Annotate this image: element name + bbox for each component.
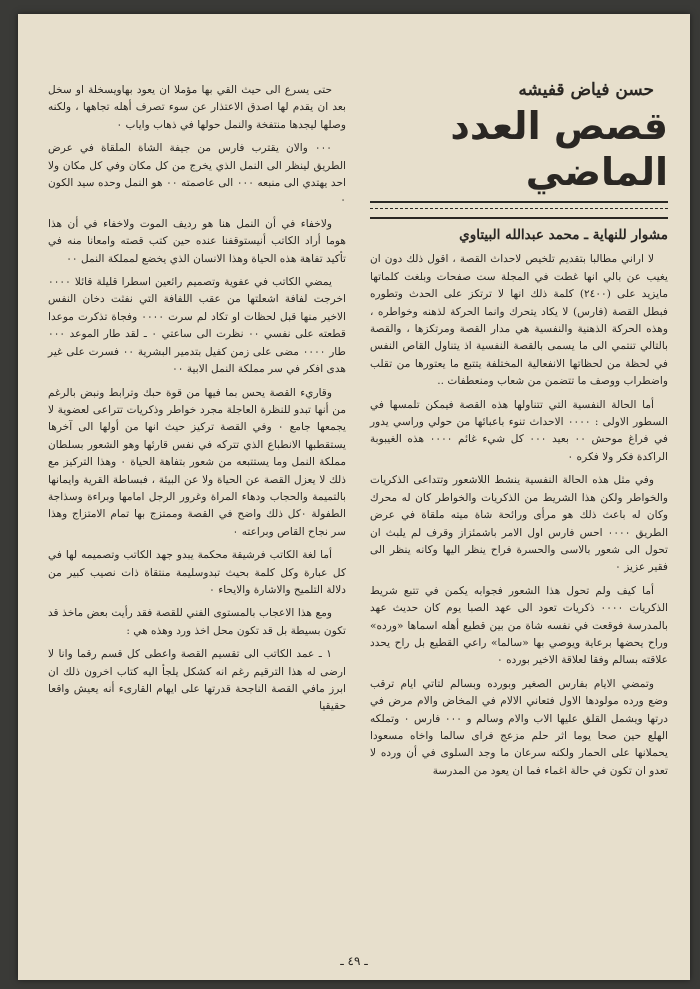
page-number: ـ ٤٩ ـ [340,954,368,968]
paragraph: يمضي الكاتب في عفوية وتصميم رائعين اسطرا قليلة قائلا ٠٠٠٠ اخرجت لفافة اشعلتها من عقب اللفافة التي نفثت دخان النفس الاخير منها قبل لحظات او تكاد لم سرت ٠٠٠٠ وفجاة تذكرت موعدا قطعته على نفسي ٠٠ نظرت الى ساعتي ٠ ـ لقد طار الموعد ٠٠٠ طار ٠٠٠٠ مضى على زمن كفيل بتدمير البشرية ٠٠ فسرت على غير هدى افكر في سر مملكة النمل الابية ٠٠ [48,276,346,376]
paragraph: ٠٠٠ والان يقترب فارس من جيفة الشاة الملقاة في عرض الطريق لينظر الى النمل الذي يخرج من كل مكان وفي كل مكان ولا احد يهتدي الى منبعه ٠٠٠ الى عاصمته ٠٠ هو النمل وحده سيد الكون ٠ [48,142,346,207]
paragraph: ١ ـ عمد الكاتب الى تقسيم القصة واعطى كل قسم رقما وانا لا ارضى له هذا الترقيم رغم انه كشكل يلجأ اليه كتاب اخرون ذلك ان ابرز مافي القصة الناجحة قدرتها على ايهام القارىء أنه يعيش واقعا حقيقيا [48,648,346,713]
paragraph: حتى يسرع الى حيث القي بها مؤملا ان يعود بهاويسخلة او سخل بعد ان يقدم لها اصدق الاعتذار عن سوء تصرف أهله تجاهها ، ولكنه وصلها ليجدها منتفخة والنمل حولها في ذهاب واياب ٠ [48,84,346,131]
ornamental-divider [370,201,668,219]
paragraph: لا اراني مطالبا بتقديم تلخيص لاحداث القصة ، اقول ذلك دون ان يغيب عن بالي انها غطت في المجلة ست صفحات وبلغت كلماتها مايزيد على (٢٤٠٠) كلمة ذلك انها لا ترتكز على الحدث وتطوره فبطل القصة (فارس) لا يكاد يتحرك وانما الحركة لذهنه وخواطره ، وهذه الحركة الذهنية والنفسية هي مدار القصة ومرتكزها ، والقصة بالتالي تنتمي الى ما يسمى بالقصة النفسية اذ يتناول القاص النفس في لحظة من لحظاتها الانفعالية المختلفة يتتبع ما يعتورها من تقلب واضطراب ووصف ما تتضمن من شعاب ومنعطفات .. [370,253,668,388]
paragraph: وتمضي الايام بفارس الصغير وبورده وبسالم لتاتي ايام ترقب وضع ورده مولودها الاول فتعاني الالام في المخاض والام مرض في درتها ويشمل القلق عليها الاب والام وسالم و ٠٠٠ فارس ٠ وتملكه الهلع حين صحا يوما اثر حلم مزعج فراى سالما واخاه مسعودا يحملانها على الحمار ولكنه سرعان ما وجد السلوى في أن ورده لا تعدو ان تكون في حالة اغماء فما ان يعود من المدرسة [370,677,668,777]
article-subtitle: مشوار للنهاية ـ محمد عبدالله البيتاوي [459,227,668,244]
paragraph: أما لغة الكاتب فرشيقة محكمة يبدو جهد الكاتب وتصميمه لها في كل عبارة وكل كلمة بحيث تبدوسليمة منتقاة ذات نصيب كبير من دلالة التلميح والاشارة والايحاء ٠ [48,549,346,596]
paragraph: أما كيف ولم تحول هذا الشعور فجوابه يكمن في تتبع شريط الذكريات ٠٠٠٠ ذكريات تعود الى عهد الصبا يوم كان حديث عهد بالمدرسة فوقعت في نفسه شاة من بين قطيع أهله اسماها «ورده» وراح يحضها برعاية ويوصي بها «سالما» راعي القطيع بل راح يحدد علاقته بسالم وفقا لعلاقة الاخير بورده ٠ [370,584,668,667]
magazine-page [18,14,690,980]
paragraph: وقاريء القصة يحس بما فيها من قوة حبك وترابط ونبض بالرغم من أنها تبدو للنظرة العاجلة مجرد خواطر وذكريات تتراعى لعضوية لا يجمعها جامع ٠ وفي القصة تركيز حيث انها من أولها الى آخرها يستقطبها الانطباع الذي تتركه في نفس قارئها وهو الشعور بسلطان مملكة النمل وما يستتبعه من شعور بتفاهة الحياة ٠ وهذا التركيز مع ذلك لا يعزل القصة عن الحياة ولا عن البيئة ، فبساطة القرية وايمانها بالتميمة والحجاب ودهاء المراة وغرور الرجل امامها وبراءة وسذاجة الطفولة ٠كل ذلك واضح في القصة وممتزج بها تمام الامتزاج وهذا سر نجاح القاص وبراعته ٠ [48,386,346,538]
article-title: قصص العدد الماضي [450,104,668,195]
paragraph: وفي مثل هذه الحالة النفسية ينشط اللاشعور وتتداعى الذكريات والخواطر ولكن هذا الشريط من الذكريات والخواطر كان له محرك وكان له باعث ذلك هو مرأى ورائحة شاة ميته ملقاة في عرض الطريق ٠٠٠٠ احس فارس اول الامر باشمئزاز وقرف لم يلبث ان تحول الى شعور بالاسى والحسرة فراح ينظر اليها وكانه ينظر الى فقير عزيز ٠ [370,474,669,574]
paragraph: ولاخفاء في أن النمل هنا هو رديف الموت ولاخفاء في أن هذا هوما أراد الكاتب أنيستوقفنا عنده حين كتب قصته وامعانا منه في تأكيد تفاهة هذه الحياة وهذا الانسان الذي يخضع لمملكة النمل ٠٠ [48,217,346,265]
paragraph: ومع هذا الاعجاب بالمستوى الفني للقصة فقد رأيت بعض ماخذ قد تكون بسيطة بل قد تكون محل اخذ ورد وهذه هي : [48,607,346,637]
right-column [370,82,668,786]
left-column [48,82,346,722]
paragraph: أما الحالة النفسية التي تتناولها هذه القصة فيمكن تلمسها في السطور الاولى : ٠٠٠٠ الاحداث تنوء باعبائها من حولي وراسي يدور في فراغ موحش ٠٠ بعيد ٠٠٠ كل شيء غائم ٠٠٠٠ هذه الغيبوبة الراكدة فكر ولا فكره ٠ [370,398,668,463]
author-name: حسن فياض قفيشه [518,80,654,100]
